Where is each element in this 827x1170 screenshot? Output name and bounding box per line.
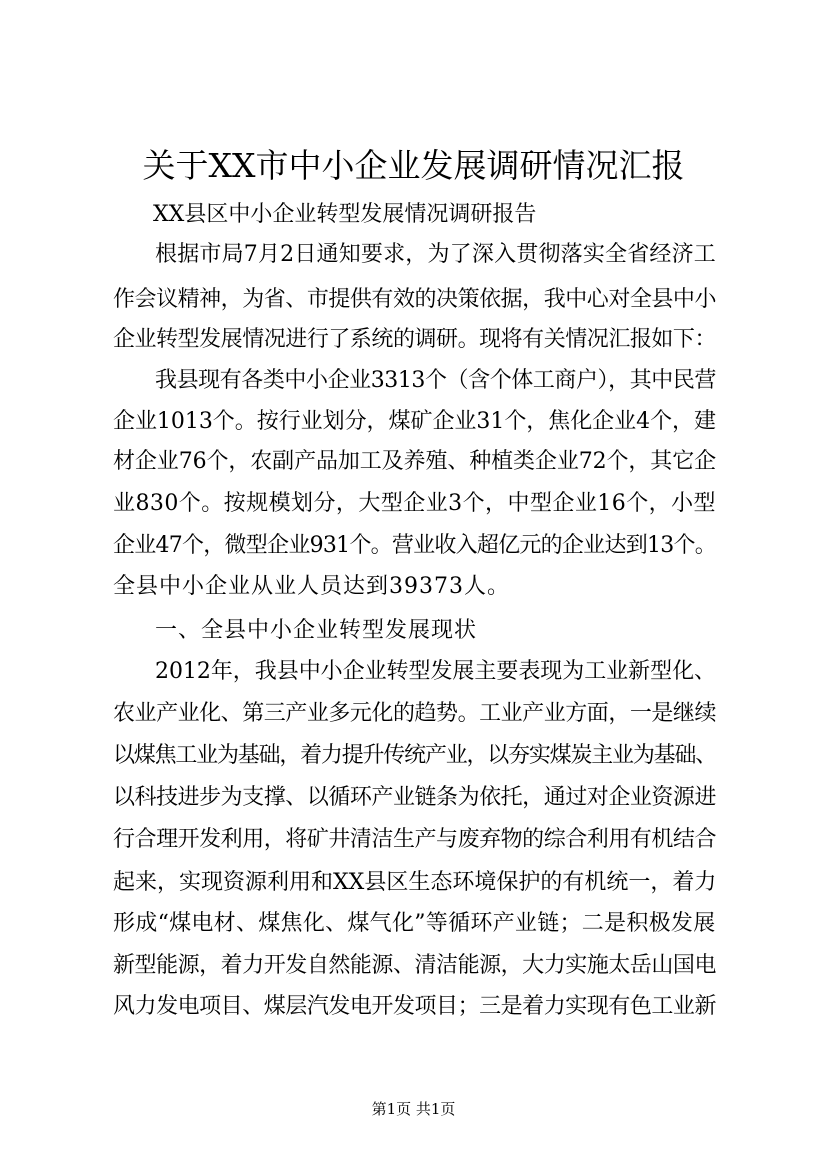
body-line: 企业1013个。按行业划分，煤矿企业31个，焦化企业4个，建 — [113, 409, 716, 434]
body-line: 形成“煤电材、煤焦化、煤气化”等循环产业链；二是积极发展 — [113, 911, 716, 936]
body-line: 以煤焦工业为基础，着力提升传统产业，以夯实煤炭主业为基础、 — [113, 743, 717, 768]
body-line: 农业产业化、第三产业多元化的趋势。工业产业方面，一是继续 — [113, 701, 717, 726]
body-line: 风力发电项目、煤层汽发电开发项目；三是着力实现有色工业新 — [113, 994, 717, 1019]
body-line: 新型能源，着力开发自然能源、清洁能源，大力实施太岳山国电 — [113, 953, 717, 978]
page-footer: 第1页 共1页 — [371, 1100, 456, 1118]
body-line: 2012年，我县中小企业转型发展主要表现为工业新型化、 — [155, 659, 716, 684]
body-line: 企业转型发展情况进行了系统的调研。现将有关情况汇报如下： — [113, 327, 717, 352]
section-heading: 一、全县中小企业转型发展现状 — [155, 618, 478, 643]
body-line: 作会议精神，为省、市提供有效的决策依据，我中心对全县中小 — [113, 287, 717, 312]
document-subtitle: XX县区中小企业转型发展情况调研报告 — [153, 202, 537, 227]
body-line: 以科技进步为支撑、以循环产业链条为依托，通过对企业资源进 — [113, 785, 717, 810]
body-line: 企业47个，微型企业931个。营业收入超亿元的企业达到13个。 — [113, 533, 716, 558]
body-line: 材企业76个，农副产品加工及养殖、种植类企业72个，其它企 — [113, 449, 716, 474]
body-line: 全县中小企业从业人员达到39373人。 — [113, 574, 510, 599]
body-line: 起来，实现资源利用和XX县区生态环境保护的有机统一，着力 — [113, 870, 717, 895]
document-title: 关于XX市中小企业发展调研情况汇报 — [142, 146, 685, 185]
body-line: 根据市局7月2日通知要求，为了深入贯彻落实全省经济工 — [155, 242, 716, 267]
body-line: 行合理开发利用，将矿井清洁生产与废弃物的综合利用有机结合 — [113, 827, 717, 852]
body-line: 我县现有各类中小企业3313个（含个体工商户），其中民营 — [155, 368, 716, 393]
body-line: 业830个。按规模划分，大型企业3个，中型企业16个，小型 — [113, 491, 716, 516]
